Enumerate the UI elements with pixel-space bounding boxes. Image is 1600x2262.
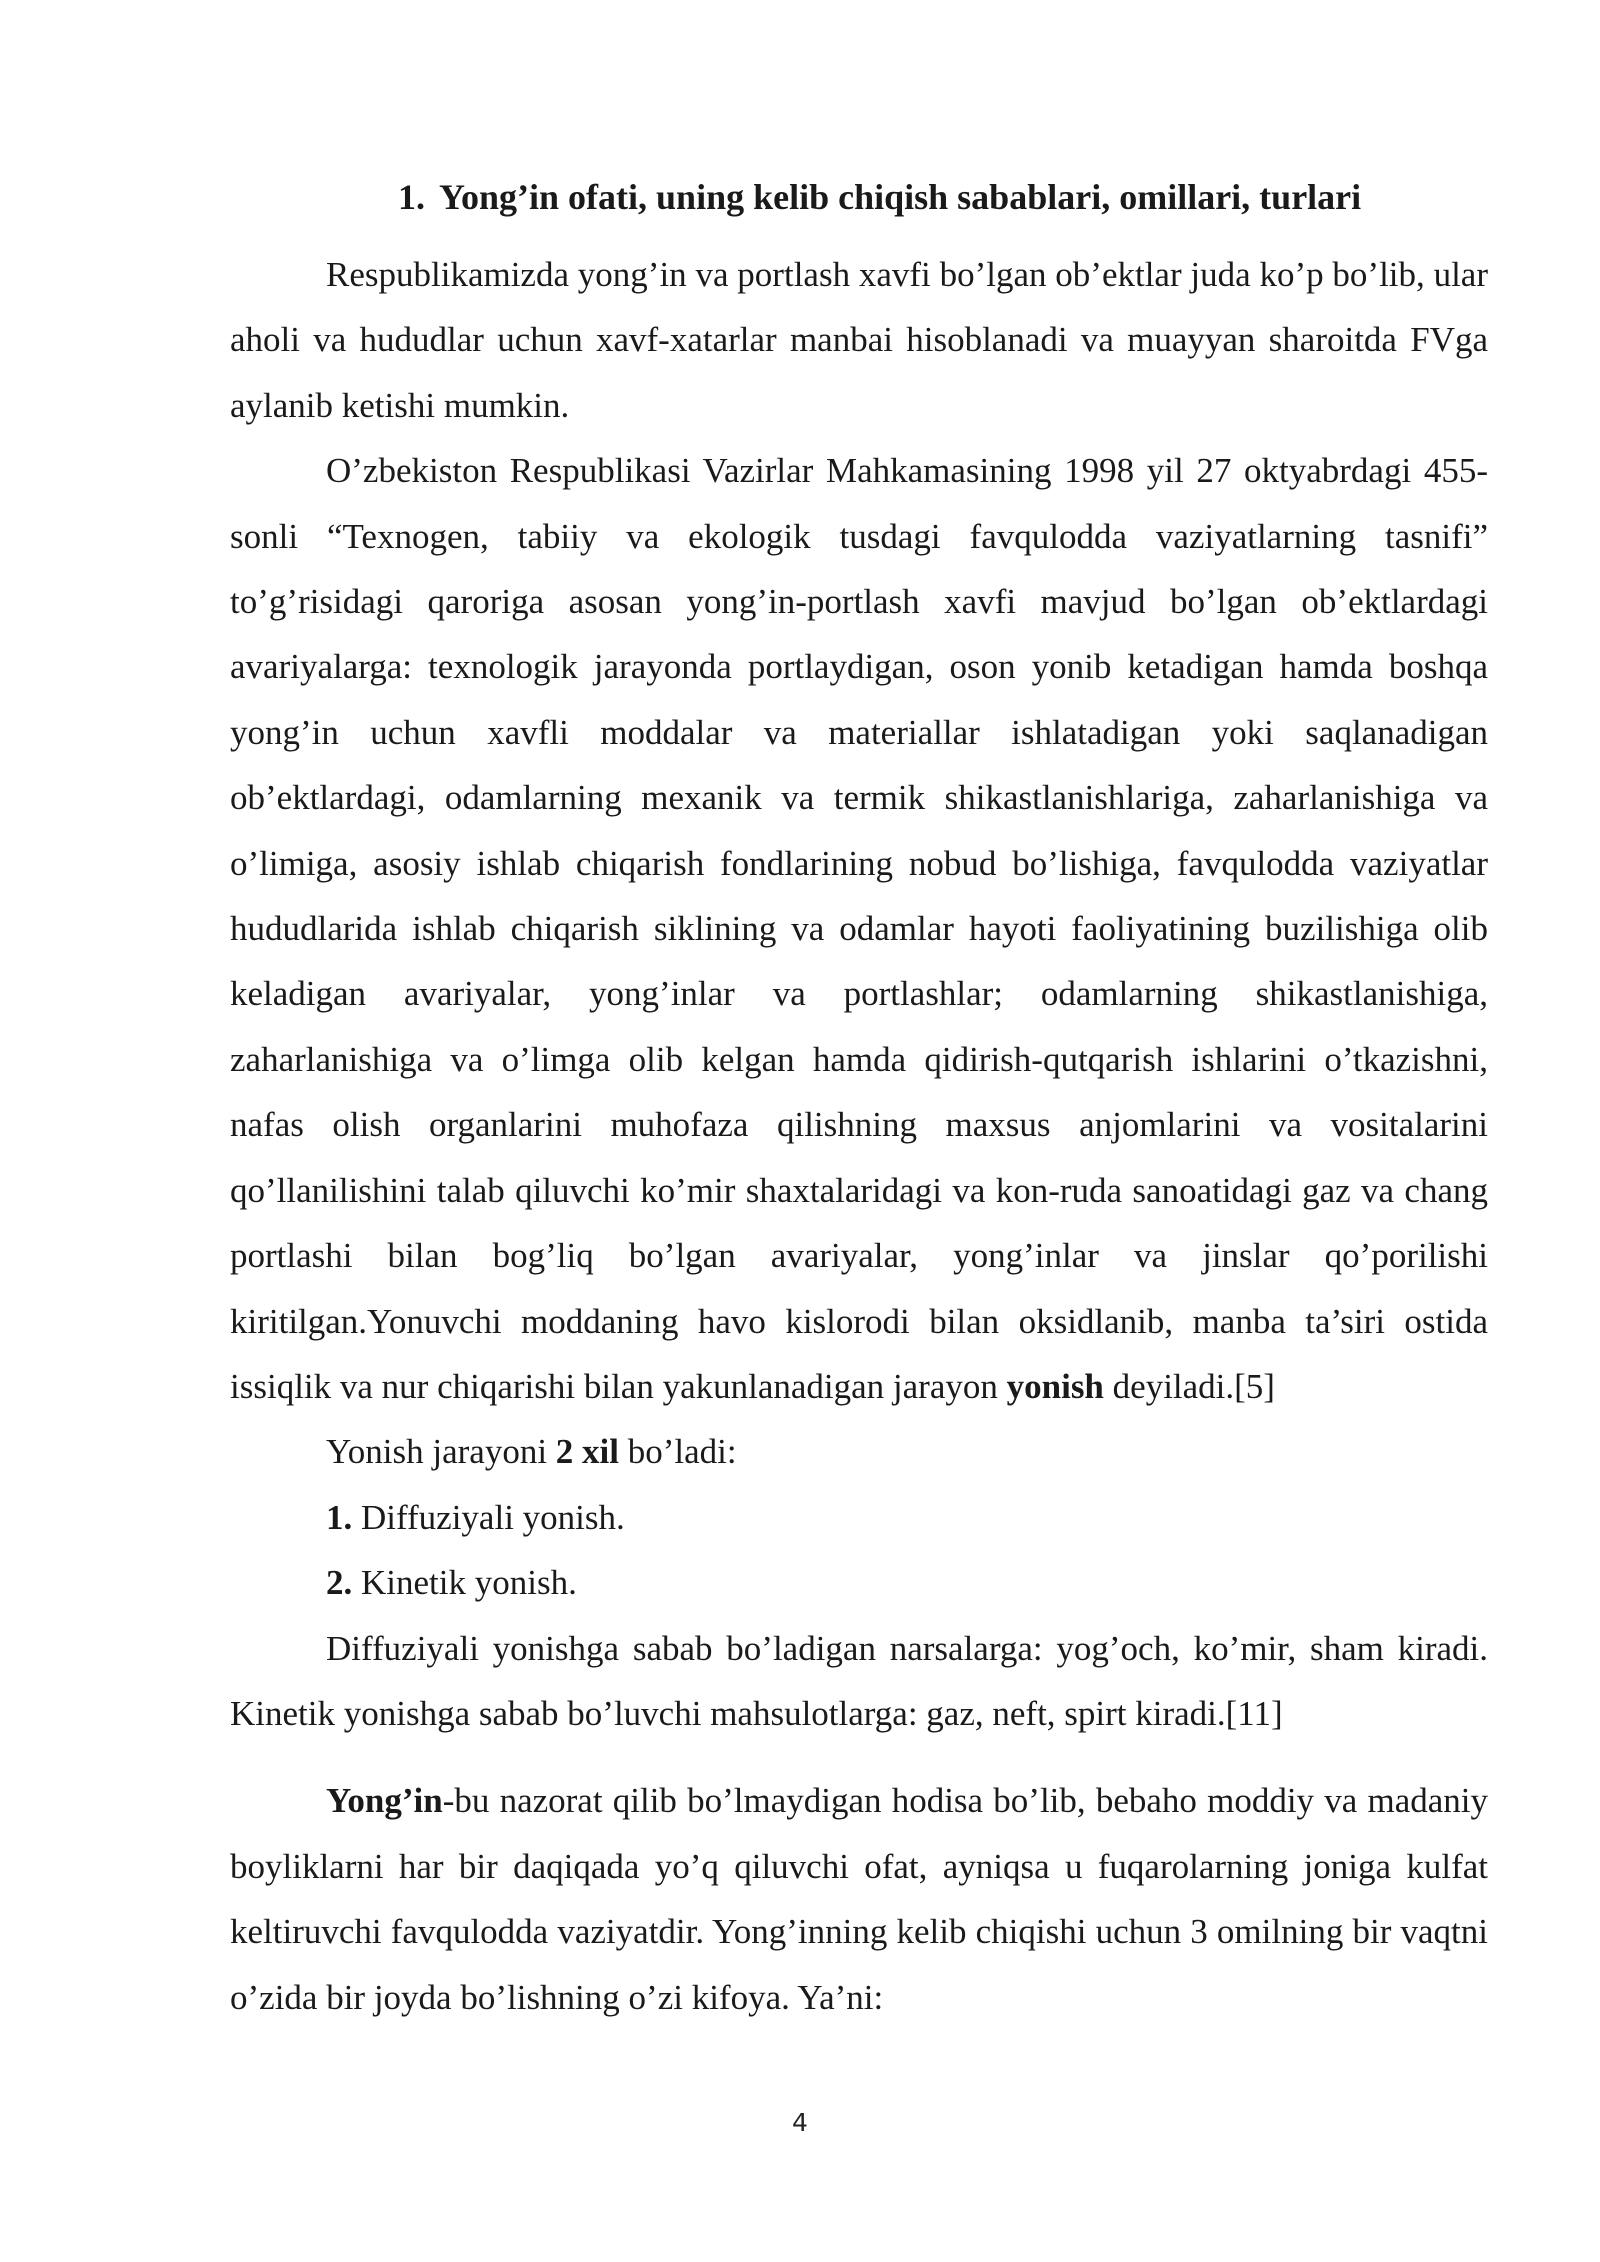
paragraph-1: Respublikamizda yong’in va portlash xavfi bo’lgan ob’ektlar juda ko’p bo’lib, ular aholi va hududlar uchun xavf-xatarlar manbai hisoblanadi va muayyan sharoitda FVga aylanib ketishi mumkin.	[230, 255, 1488, 425]
paragraph-3-post: bo’ladi:	[619, 1432, 737, 1472]
list-item-text: Diffuziyali yonish.	[352, 1497, 625, 1537]
list-item-number: 2.	[326, 1563, 353, 1603]
list-item-text: Kinetik yonish.	[352, 1563, 577, 1603]
paragraph-3	[230, 1419, 1488, 1484]
section-heading	[230, 170, 1488, 224]
paragraph-2	[230, 438, 1488, 1419]
paragraph-3-pre: Yonish jarayoni	[326, 1432, 556, 1472]
paragraph-7-text: -bu nazorat qilib bo’lmaydigan hodisa bo’lib, bebaho moddiy va madaniy boyliklarni har bir daqiqada yo’q qiluvchi ofat, ayniqsa u fuqarolarning joniga kulfat keltiruvchi favqulodda vaziyatdir. Yong’inning kelib chiqishi uchun 3 omilning bir vaqtni o’zida bir joyda bo’lishning o’zi kifoya. Ya’ni:	[230, 1781, 1488, 2017]
section-title: Yong’in ofati, uning kelib chiqish sabablari, omillari, turlari	[439, 177, 1362, 217]
paragraph-7	[230, 1768, 1488, 2030]
list-item-number: 1.	[326, 1497, 353, 1537]
document-page	[230, 170, 1488, 2030]
page-number: 4	[792, 2108, 808, 2137]
paragraph-2-text: O’zbekiston Respublikasi Vazirlar Mahkamasining 1998 yil 27 oktyabrdagi 455-sonli “Texnogen, tabiiy va ekologik tusdagi favqulodda vaziyatlarning tasnifi” to’g’risidagi qaroriga asosan yong’in-portlash xavfi mavjud bo’lgan ob’ektlardagi avariyalarga: texnologik jarayonda portlaydigan, oson yonib ketadigan hamda boshqa yong’in uchun xavfli moddalar va materiallar ishlatadigan yoki saqlanadigan ob’ektlardagi, odamlarning mexanik va termik shikastlanishlariga, zaharlanishiga va o’limiga, asosiy ishlab chiqarish fondlarining nobud bo’lishiga, favqulodda vaziyatlar hududlarida ishlab chiqarish siklining va odamlar hayoti faoliyatining buzilishiga olib keladigan avariyalar, yong’inlar va portlashlar; odamlarning shikastlanishiga, zaharlanishiga va o’limga olib kelgan hamda qidirish-qutqarish ishlarini o’tkazishni, nafas olish organlarini muhofaza qilishning maxsus anjomlarini va vositalarini qo’llanilishini talab qiluvchi ko’mir shaxtalaridagi va kon-ruda sanoatidagi gaz va chang portlashi bilan bog’liq bo’lgan avariyalar, yong’inlar va jinslar qo’porilishi kiritilgan.Yonuvchi moddaning havo kislorodi bilan oksidlanib, manba ta’siri ostida issiqlik va nur chiqarishi bilan yakunlanadigan jarayon	[230, 451, 1488, 1406]
paragraph-2-tail: deyiladi.[5]	[1103, 1366, 1275, 1406]
list-item	[230, 1550, 1488, 1615]
paragraph-6: Diffuziyali yonishga sabab bo’ladigan narsalarga: yog’och, ko’mir, sham kiradi. Kinetik yonishga sabab bo’luvchi mahsulotlarga: gaz, neft, spirt kiradi.[11]	[230, 1628, 1488, 1733]
term-2-xil: 2 xil	[555, 1432, 619, 1472]
list-item	[230, 1485, 1488, 1550]
section-number: 1.	[398, 177, 425, 217]
term-yonish: yonish	[1006, 1366, 1104, 1406]
term-yongin: Yong’in	[326, 1781, 443, 1821]
